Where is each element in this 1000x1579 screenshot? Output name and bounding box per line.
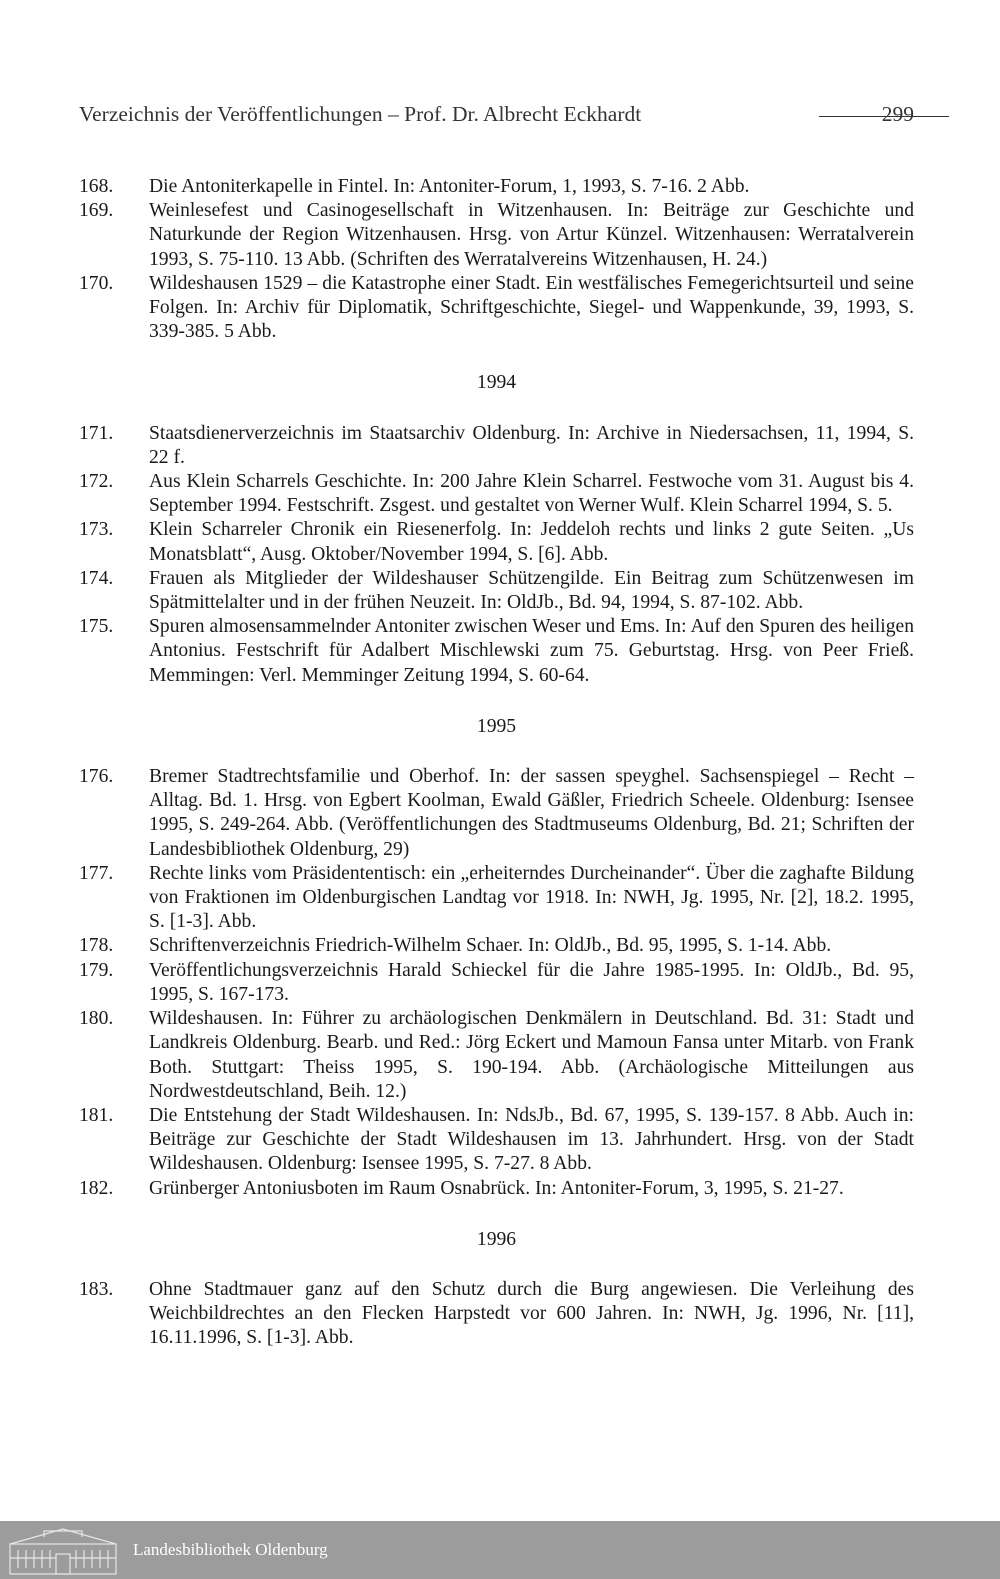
bibliography-entry <box>79 1007 914 1104</box>
entry-number: 169. <box>79 200 114 222</box>
entry-number: 178. <box>79 935 114 957</box>
entry-text: Staatsdienerverzeichnis im Staatsarchiv Oldenburg. In: Archive in Niedersachsen, 11, 1994, S. 22 f. <box>149 422 914 468</box>
bibliography-entry <box>79 199 914 272</box>
entry-number: 173. <box>79 519 114 541</box>
entry-text: Schriftenverzeichnis Friedrich-Wilhelm Schaer. In: OldJb., Bd. 95, 1995, S. 1-14. Abb. <box>149 935 832 957</box>
bibliography-entry <box>79 567 914 615</box>
bibliography-entry <box>79 934 914 958</box>
bibliography-entry <box>79 862 914 935</box>
entry-text: Weinlesefest und Casinogesellschaft in Witzenhausen. In: Beiträge zur Geschichte und Naturkunde der Region Witzenhausen. Hrsg. von Artur Künzel. Witzenhausen: Werratalverein 1993, S. 75-110. 13 Abb. (Schriften des Werratalvereins Witzenhausen, H. 24.) <box>149 200 914 270</box>
library-building-icon <box>4 1526 122 1576</box>
entry-text: Grünberger Antoniusboten im Raum Osnabrück. In: Antoniter-Forum, 3, 1995, S. 21-27. <box>149 1177 844 1199</box>
bibliography-entry <box>79 422 914 470</box>
entry-number: 182. <box>79 1177 114 1199</box>
library-name: Landesbibliothek Oldenburg <box>133 1540 328 1559</box>
entry-text: Klein Scharreler Chronik ein Riesenerfolg. In: Jeddeloh rechts und links 2 gute Seiten. „Us Monatsblatt“, Ausg. Oktober/November 1994, S. [6]. Abb. <box>149 519 914 565</box>
entry-text: Wildeshausen 1529 – die Katastrophe einer Stadt. Ein westfälisches Femegerichtsurteil und seine Folgen. In: Archiv für Diplomatik, Schriftgeschichte, Siegel- und Wappenkunde, 39, 1993, S. 339-385. 5 Abb. <box>149 272 914 343</box>
bibliography-entry <box>79 272 914 345</box>
entry-text: Aus Klein Scharrels Geschichte. In: 200 Jahre Klein Scharrel. Festwoche vom 31. August bis 4. September 1994. Festschrift. Zsgest. und gestaltet von Werner Wulf. Klein Scharrel 1994, S. 5. <box>149 471 914 517</box>
entry-text: Rechte links vom Präsidententisch: ein „erheiterndes Durcheinander“. Über die zaghafte Bildung von Fraktionen im Oldenburgischen Landtag vor 1918. In: NWH, Jg. 1995, Nr. [2], 18.2. 1995, S. [1-3]. Abb. <box>149 862 914 933</box>
entry-number: 180. <box>79 1008 114 1030</box>
entry-text: Veröffentlichungsverzeichnis Harald Schieckel für die Jahre 1985-1995. In: OldJb., Bd. 95, 1995, S. 167-173. <box>149 959 914 1005</box>
entry-number: 179. <box>79 959 114 981</box>
bibliography-entry <box>79 1177 914 1201</box>
entry-number: 183. <box>79 1278 114 1300</box>
entry-text: Ohne Stadtmauer ganz auf den Schutz durch die Burg angewiesen. Die Verleihung des Weichbildrechtes an den Flecken Harpstedt vor 600 Jahren. In: NWH, Jg. 1996, Nr. [11], 16.11.1996, S. [1-3]. Abb. <box>149 1278 914 1349</box>
entry-number: 176. <box>79 766 114 788</box>
running-header <box>79 102 914 132</box>
year-heading: 1996 <box>476 1228 517 1250</box>
entry-text: Bremer Stadtrechtsfamilie und Oberhof. In: der sassen speyghel. Sachsenspiegel – Recht – Alltag. Bd. 1. Hrsg. von Egbert Koolman, Ewald Gäßler, Friedrich Scheele. Oldenburg: Isensee 1995, S. 249-264. Abb. (Veröffentlichungen des Stadtmuseums Oldenburg, Bd. 21; Schriften der Landesbibliothek Oldenburg, 29) <box>149 766 914 860</box>
year-heading: 1995 <box>476 715 517 737</box>
bibliography-entry <box>79 175 914 199</box>
year-heading: 1994 <box>476 372 517 394</box>
entry-number: 177. <box>79 862 114 884</box>
entry-number: 174. <box>79 567 114 589</box>
entry-number: 171. <box>79 422 114 444</box>
bibliography-entry <box>79 959 914 1007</box>
bibliography-entry <box>79 1278 914 1351</box>
entry-number: 181. <box>79 1104 114 1126</box>
page-number: 299 <box>881 102 914 126</box>
entry-text: Wildeshausen. In: Führer zu archäologischen Denkmälern in Deutschland. Bd. 31: Stadt und Landkreis Oldenburg. Bearb. und Red.: Jörg Eckert und Mamoun Fansa unter Mitarb. von Frank Both. Stuttgart: Theiss 1995, S. 190-194. Abb. (Archäologische Mitteilungen aus Nordwestdeutschland, Beih. 12.) <box>149 1008 914 1102</box>
header-title: Verzeichnis der Veröffentlichungen – Prof. Dr. Albrecht Eckhardt <box>79 102 642 126</box>
entry-text: Die Entstehung der Stadt Wildeshausen. In: NdsJb., Bd. 67, 1995, S. 139-157. 8 Abb. Auch in: Beiträge zur Geschichte der Stadt Wildeshausen im 13. Jahrhundert. Hrsg. von der Stadt Wildeshausen. Oldenburg: Isensee 1995, S. 7-27. 8 Abb. <box>149 1104 914 1175</box>
bibliography-entry <box>79 518 914 566</box>
bibliography-entry <box>79 765 914 862</box>
entry-text: Frauen als Mitglieder der Wildeshauser Schützengilde. Ein Beitrag zum Schützenwesen im Spätmittelalter und in der frühen Neuzeit. In: OldJb., Bd. 94, 1994, S. 87-102. Abb. <box>149 567 914 614</box>
entry-number: 172. <box>79 471 114 493</box>
entry-text: Die Antoniterkapelle in Fintel. In: Antoniter-Forum, 1, 1993, S. 7-16. 2 Abb. <box>149 176 750 197</box>
bibliography-entry <box>79 1104 914 1177</box>
entry-text: Spuren almosensammelnder Antoniter zwischen Weser und Ems. In: Auf den Spuren des heiligen Antonius. Festschrift für Adalbert Mischlewski zum 75. Geburtstag. Hrsg. von Peer Frieß. Memmingen: Verl. Memminger Zeitung 1994, S. 60-64. <box>149 616 914 686</box>
bibliography-list <box>79 175 914 1351</box>
entry-number: 170. <box>79 272 114 294</box>
bibliography-entry <box>79 470 914 518</box>
entry-number: 168. <box>79 176 114 197</box>
footer-bar <box>0 1521 1000 1579</box>
entry-number: 175. <box>79 616 114 638</box>
bibliography-entry <box>79 615 914 688</box>
